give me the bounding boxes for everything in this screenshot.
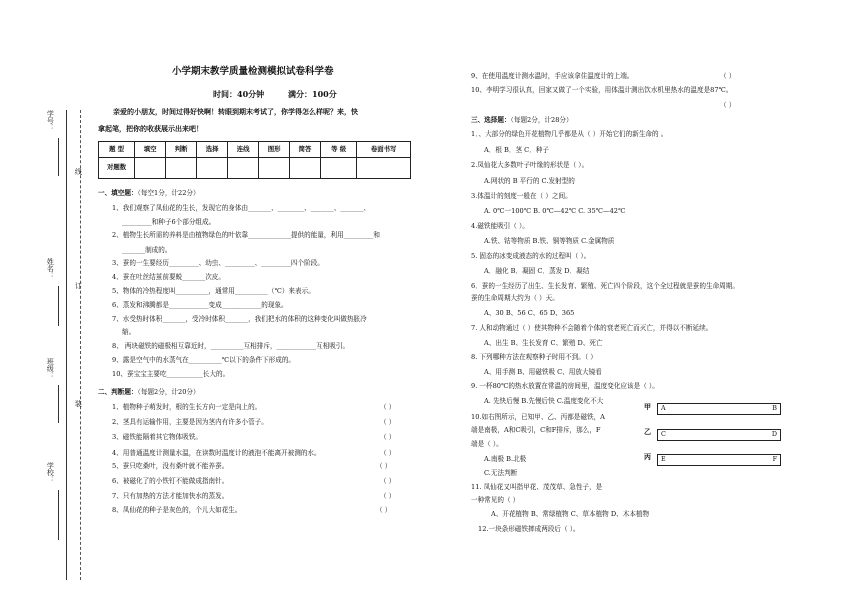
answer-paren[interactable]: （ ）	[380, 492, 396, 500]
choice-line: 7. 人和动物通过（ ）使其物种不会随着个体的衰老死亡而灭亡，并得以不断延续。	[471, 324, 713, 332]
score-header-cell: 连线	[228, 142, 259, 158]
choice-line: A.网状的 B 平行的 C.发射型的	[484, 177, 575, 185]
score-cell[interactable]	[357, 158, 411, 179]
score-table-row	[99, 158, 411, 179]
choice-line: A、开花植物 B、常绿植物 C、草本植物 D、木本植物	[491, 510, 650, 518]
class-underline	[58, 385, 59, 423]
magnet-bar	[657, 429, 781, 441]
binding-dashed-line	[80, 110, 81, 580]
fill-item: 3、蚕的一生要经历_________、幼虫、_________、_________四个阶段。	[112, 259, 324, 267]
choice-line: C.无法判断	[484, 469, 518, 477]
choice-line: 11. 凤仙花又叫指甲花、茂茂草、急性子，是	[471, 483, 603, 491]
judge-item: 3、磁铁能隔着其它物体吸铁。	[112, 433, 202, 441]
fill-item: 2、植物生长所需的养料是由植物绿色的叶依靠_____________提供的能量，利用_________和	[112, 231, 380, 239]
judge-item: 10、李明学习很认真，回家又做了一个实验，用体温计测出饮水机里热水的温度是87℃。	[471, 86, 733, 94]
time-label: 时间：40分钟	[213, 89, 265, 99]
judge-item: 4、用普通温度计测量水温，在读数时温度计的液泡不能离开被测的水。	[112, 449, 321, 457]
section-choice-header	[471, 117, 573, 125]
class-label: 班级：	[46, 358, 55, 379]
score-header-cell: 填空	[135, 142, 166, 158]
score-table	[98, 141, 411, 179]
judge-item: 8、凤仙花的种子是灰色的，个儿大如花生。	[112, 506, 242, 514]
magnet-pole-right: D	[771, 430, 777, 438]
choice-line: 12.一块条形磁铁摔成两段后（ ）。	[478, 525, 580, 533]
score-table-header-row	[99, 142, 411, 158]
choice-line: A、用手测 B、用磁铁吸 C、用放大镜看	[484, 368, 602, 376]
fill-item: 缩。	[122, 328, 136, 336]
greeting-line-1: 亲爱的小朋友，时间过得好快啊！转眼到期末考试了，你学得怎么样呢？来，快	[113, 107, 358, 116]
choice-line: 蚕的生命周期大约为（ ）天。	[471, 294, 559, 302]
judge-item: 2、茎具有运输作用，主要是因为茎内有许多小管子。	[112, 418, 268, 426]
student-id-underline	[58, 138, 59, 176]
choice-line: 端是南极，A和C吸引，C和F排斥，那么，F	[471, 426, 601, 434]
section-note: （每题2分，计28分）	[510, 116, 573, 124]
choice-line: 3.体温计的刻度一般在（ ）之间。	[471, 192, 572, 200]
section-note: （每空1分，计22分）	[137, 189, 200, 197]
judge-item: 7、只有加热的方法才能加快水的蒸发。	[112, 492, 229, 500]
name-underline	[58, 286, 59, 326]
choice-line: A. 先快后慢 B.先慢后快 C.温度变化不大	[484, 397, 604, 405]
choice-line: 2.凤仙花大多数叶子叶缘的形状是（ ）。	[471, 161, 589, 169]
score-cell[interactable]	[197, 158, 228, 179]
fill-item: _________和种子6个部分组成。	[122, 218, 216, 226]
score-header-cell: 卷面书写	[357, 142, 411, 158]
answer-paren[interactable]: （ ）	[380, 449, 396, 457]
school-label: 学校：	[46, 462, 55, 483]
magnet-label: 丙	[644, 452, 651, 461]
answer-paren[interactable]: （ ）	[380, 418, 396, 426]
choice-line: 10.如右图所示，已知甲、乙、丙都是磁铁，A	[471, 413, 605, 421]
magnet-label: 乙	[644, 427, 651, 436]
fill-item: _______制成的。	[122, 246, 172, 254]
section-title: 一、填空题：	[98, 189, 138, 197]
magnet-pole-left: A	[661, 404, 666, 412]
judge-item: 1、植物种子萌发时，根的生长方向一定是向上的。	[112, 403, 262, 411]
magnet-label: 甲	[644, 402, 651, 411]
student-id-label: 学号：	[46, 110, 55, 131]
score-header-cell: 等 级	[321, 142, 357, 158]
score-cell[interactable]	[166, 158, 197, 179]
answer-paren[interactable]: （ ）	[376, 506, 392, 514]
exam-title: 小学期末教学质量检测模拟试卷科学卷	[172, 66, 334, 77]
magnet-bar	[657, 403, 781, 415]
section-true-false-header	[98, 389, 200, 397]
score-header-cell: 题 型	[99, 142, 135, 158]
choice-line: A．根 B．茎 C．种子	[484, 146, 550, 154]
choice-line: 4.磁铁能吸引（ ）。	[471, 222, 529, 230]
fill-item: 4、蚕在吐丝结茧前要蜕_______次皮。	[112, 273, 225, 281]
seal-char: 装	[74, 400, 83, 407]
choice-line: A、30 B、56 C、65 D、365	[484, 309, 575, 317]
section-fill-in-header	[98, 190, 200, 198]
greeting-line-2: 拿起笔，把你的收获展示出来吧！	[98, 124, 203, 133]
line-char: 线	[74, 168, 83, 175]
choice-line: A.南极 B.北极	[484, 455, 527, 463]
score-label: 满分：100分	[288, 89, 337, 99]
choice-line: 一种常见的（ ）	[471, 496, 520, 504]
fill-item: 8、 两块磁铁的磁极相互靠近时，__________互相排斥，____________互相吸引。	[112, 342, 350, 350]
score-cell[interactable]	[290, 158, 321, 179]
answer-paren[interactable]: （ ）	[376, 462, 392, 470]
section-note: （每题2分，计20分）	[137, 388, 200, 396]
fill-item: 9、露是空气中的水蒸气在__________℃以下的条件下形成的。	[112, 356, 296, 364]
score-header-cell: 简答	[290, 142, 321, 158]
answer-paren[interactable]: （ ）	[380, 477, 396, 485]
magnet-pole-right: B	[772, 404, 777, 412]
score-cell[interactable]	[135, 158, 166, 179]
fill-item: 7、水受热时体积_______，受冷时体积_______，我们把水的体积的这种变化叫做热胀冷	[112, 315, 367, 323]
school-underline	[58, 490, 59, 540]
section-title: 二、判断题：	[98, 388, 138, 396]
choice-line: A. 0℃一100℃ B. 0℃—42℃ C. 35℃—42℃	[484, 207, 626, 215]
score-row-label: 对题数	[99, 158, 135, 179]
section-title: 三、选择题：	[471, 116, 511, 124]
fill-item: 1、我们观察了凤仙花的生长，发现它的身体由_______、________、_______、_______、	[112, 204, 371, 212]
answer-paren[interactable]: （ ）	[380, 403, 396, 411]
magnet-pole-left: C	[661, 430, 666, 438]
judge-item: 6、被磁化了的小铁钉不能做成指南针。	[112, 477, 229, 485]
magnet-pole-left: E	[661, 455, 666, 463]
answer-paren[interactable]: （ ）	[380, 433, 396, 441]
magnet-bar	[657, 454, 781, 466]
score-cell[interactable]	[321, 158, 357, 179]
choice-line: A．融化 B．凝固 C．蒸发 D．凝结	[484, 267, 590, 275]
choice-line: 9. 一杯80℃的热水放置在常温的房间里，温度变化应该是（ ）。	[471, 382, 659, 390]
choice-line: 1．、大部分的绿色开花植物几乎都是从（ ）开始它们的新生命的 。	[471, 130, 668, 138]
score-cell[interactable]	[259, 158, 290, 179]
score-header-cell: 判断	[166, 142, 197, 158]
fill-item: 5、物体的冷热程度叫__________，通常用__________（℃）来表示。	[112, 287, 315, 295]
fill-item: 6、蒸发和沸腾都是____________变成____________的现象。	[112, 301, 288, 309]
answer-paren[interactable]: （ ）	[720, 101, 736, 109]
name-label: 姓名：	[46, 258, 55, 279]
answer-paren[interactable]: （ ）	[720, 72, 736, 80]
choice-line: 6．蚕的一生经历了出生、生长发育、繁殖、死亡四个阶段，这个全过程就是蚕的生命周期。	[471, 282, 739, 290]
score-cell[interactable]	[228, 158, 259, 179]
choice-line: 8. 下列哪种方法在观察种子时用不到。（ ）	[471, 353, 597, 361]
binding-line	[66, 110, 67, 580]
judge-item: 9、在使用温度计测水温时，手应该拿住温度计的上端。	[471, 72, 634, 80]
choice-line: A、出生 B、生长发育 C、繁殖 D、死亡	[484, 339, 603, 347]
order-char: 订	[74, 282, 83, 289]
magnet-pole-right: F	[772, 455, 777, 463]
judge-item: 5、蚕只吃桑叶，没有桑叶就不能养蚕。	[112, 462, 229, 470]
score-header-cell: 选择	[197, 142, 228, 158]
score-header-cell: 图形	[259, 142, 290, 158]
fill-item: 10、蚕宝宝主要吃___________长大的。	[112, 370, 230, 378]
choice-line: 5. 固态的冰变成液态的水的过程叫（ ）。	[471, 252, 591, 260]
choice-line: 端是（ ）。	[471, 440, 503, 448]
choice-line: A.铁、钴等物质 B.铁、铜等物质 C.金属物质	[484, 237, 615, 245]
